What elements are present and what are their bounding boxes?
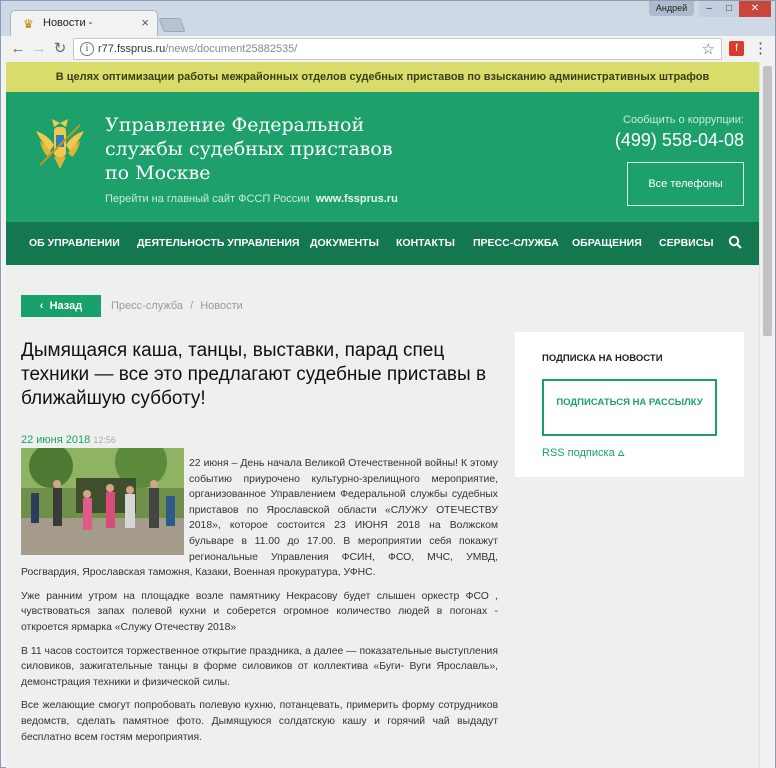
flipboard-extension-icon[interactable]: f <box>729 41 744 56</box>
all-phones-button[interactable]: Все телефоны <box>627 162 744 206</box>
article-paragraph: Все желающие смогут попробовать полевую кухню, потанцевать, примерить форму сотрудников ведомств, сделать памятное фото. Дымящуюся солдатскую кашу и горячий чай выдадут бесплатно всем гостям мероприятия. <box>21 700 498 743</box>
tab-close-icon[interactable]: × <box>141 15 149 30</box>
rss-link[interactable]: RSS подписка ⩟ <box>542 447 625 459</box>
organization-title[interactable]: Управление Федеральной службы судебных приставов по Москве <box>105 114 393 184</box>
announcement-bar[interactable]: В целях оптимизации работы межрайонных отделов судебных приставов по взысканию административных штрафов <box>6 62 759 92</box>
back-button[interactable]: ‹ Назад <box>21 295 101 317</box>
minimize-button[interactable]: – <box>699 1 719 17</box>
main-site-link[interactable]: Перейти на главный сайт ФССП России www.fssprus.ru <box>105 193 398 205</box>
article-date: 22 июня 2018 12:56 <box>21 434 116 446</box>
article-body <box>21 456 498 753</box>
nav-item-appeals[interactable]: ОБРАЩЕНИЯ <box>572 237 642 249</box>
article-paragraph: 22 июня – День начала Великой Отечественной войны! К этому событию приурочено культурно-зрелищного мероприятие, организованное Управлением Федеральной службы судебных приставов по Ярославской области «СЛУЖУ ОТЕЧЕСТВУ 2018», которое состоится 23 ИЮНЯ 2018 на Волжском бульваре в 11.00 до 17.00. В мероприятии себя покажут региональные Управления ФСИН, ФСО, МЧС, УМВД, Росгвардия, Ярославская таможня, Казаки, Военная прокуратура, УФНС. <box>21 458 498 579</box>
photo-spacer <box>21 456 189 559</box>
nav-item-services[interactable]: СЕРВИСЫ <box>659 237 714 249</box>
nav-item-press[interactable]: ПРЕСС-СЛУЖБА <box>473 237 559 249</box>
breadcrumb-press[interactable]: Пресс-служба <box>111 300 183 312</box>
nav-item-about[interactable]: ОБ УПРАВЛЕНИИ <box>29 237 120 249</box>
tab-title: Новости - <box>43 17 93 29</box>
browser-toolbar <box>1 36 775 62</box>
nav-item-activity[interactable]: ДЕЯТЕЛЬНОСТЬ УПРАВЛЕНИЯ <box>137 237 300 249</box>
reload-icon[interactable]: ↻ <box>53 40 67 57</box>
page-viewport <box>6 62 759 768</box>
article-paragraph: В 11 часов состоится торжественное открытие праздника, а далее — показательные выступления силовиков, зажигательные танцы в форме силовиков от коллектива «Буги- Вуги Ярославль», демонстрация техники и физической силы. <box>21 645 498 688</box>
site-header <box>6 92 759 222</box>
url-text: r77.fssprus.ru/news/document25882535/ <box>98 43 298 55</box>
window-close-button[interactable]: ✕ <box>739 1 771 17</box>
maximize-button[interactable]: □ <box>719 1 739 17</box>
browser-menu-icon[interactable]: ⋮ <box>753 40 768 57</box>
nav-item-documents[interactable]: ДОКУМЕНТЫ <box>310 237 379 249</box>
search-icon[interactable] <box>728 234 742 250</box>
corruption-phone[interactable]: (499) 558-04-08 <box>614 130 744 150</box>
back-arrow-icon[interactable]: ← <box>10 40 26 57</box>
browser-tab[interactable] <box>10 10 158 36</box>
breadcrumb-news[interactable]: Новости <box>200 300 243 312</box>
breadcrumb <box>111 300 243 312</box>
subscription-title: ПОДПИСКА НА НОВОСТИ <box>542 353 663 364</box>
eagle-favicon-icon: ♛ <box>23 17 34 31</box>
bookmark-star-icon[interactable]: ☆ <box>701 41 715 58</box>
article-title: Дымящаяся каша, танцы, выставки, парад спец техники — все это предлагают судебные приставы в ближайшую субботу! <box>21 340 487 409</box>
page-scrollbar[interactable] <box>759 62 775 768</box>
corruption-label: Сообщить о коррупции: <box>623 114 744 126</box>
fssp-emblem-icon[interactable] <box>34 117 86 173</box>
main-navigation <box>6 222 759 265</box>
browser-titlebar <box>1 1 775 36</box>
info-icon[interactable]: i <box>80 42 94 56</box>
nav-item-contacts[interactable]: КОНТАКТЫ <box>396 237 455 249</box>
profile-badge[interactable]: Андрей <box>649 1 694 16</box>
rss-icon: ⩟ <box>617 447 625 459</box>
subscription-panel <box>515 332 744 477</box>
address-bar[interactable] <box>73 38 722 60</box>
subscribe-button[interactable]: ПОДПИСАТЬСЯ НА РАССЫЛКУ <box>542 379 717 436</box>
new-tab-button[interactable] <box>158 18 185 32</box>
breadcrumb-separator: / <box>190 300 194 312</box>
scrollbar-thumb[interactable] <box>763 66 772 336</box>
forward-arrow-icon[interactable]: → <box>31 40 47 57</box>
article-paragraph: Уже ранним утром на площадке возле памятнику Некрасову будет слышен оркестр ФСО , чувствоваться запах полевой кухни и соберется огромное количество людей в погонах - откроется ярмарка «Служу Отечеству 2018» <box>21 590 498 633</box>
